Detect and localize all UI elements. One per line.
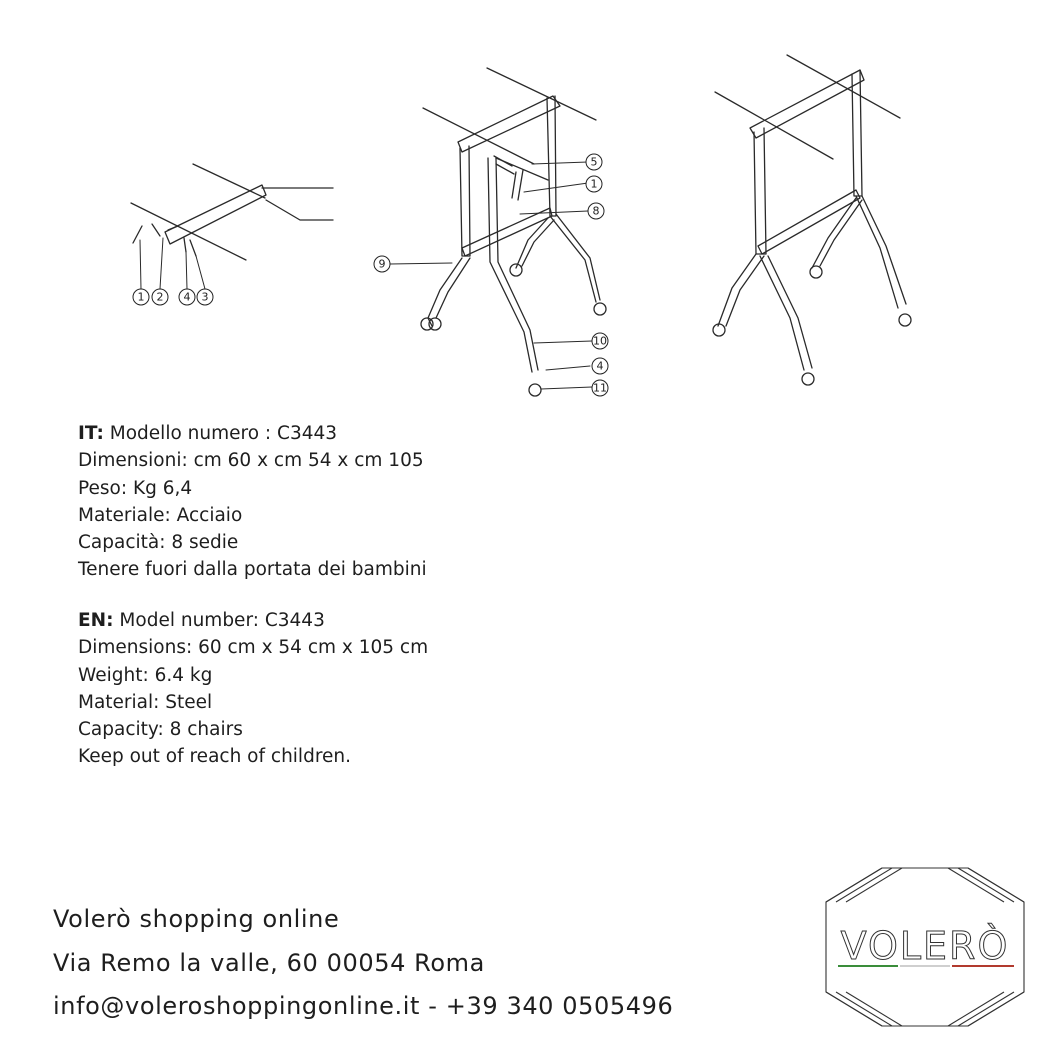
spec-it-material: Materiale: Acciaio [78,504,243,526]
volero-logo [822,862,1028,1032]
part-label-2: 2 [156,290,164,304]
step-1-leaders [140,238,205,289]
part-label-11: 11 [593,381,607,395]
spec-en-model-text: Model number: C3443 [119,610,325,631]
spec-it-capacity: Capacità: 8 sedie [78,532,239,554]
spec-en-material: Material: Steel [78,691,213,713]
part-label-9: 9 [378,257,386,271]
company-address: Via Remo la valle, 60 00054 Roma [53,948,485,977]
company-email-phone: info@voleroshoppingonline.it - +39 340 0505496 [53,992,674,1020]
part-label-3: 3 [201,290,209,304]
spec-en-lang-label: EN: [78,610,114,631]
specs-english [78,607,428,771]
spec-en-model [78,607,428,634]
step-2-frame [421,68,606,396]
spec-it-warning: Tenere fuori dalla portata dei bambini [78,559,427,581]
assembly-diagram [0,0,1060,410]
company-name: Volerò shopping online [53,905,340,933]
specs-italian [78,420,427,584]
spec-en-dimensions: Dimensions: 60 cm x 54 cm x 105 cm [78,637,429,659]
part-label-1: 1 [137,290,145,304]
part-label-4b: 4 [596,359,604,373]
part-label-4: 4 [183,290,191,304]
part-label-10: 10 [593,334,607,348]
step-3-assembled-frame [713,55,911,385]
part-label-1b: 1 [590,177,598,191]
step-2-leaders [390,162,592,389]
spec-en-capacity: Capacity: 8 chairs [78,719,243,741]
spec-it-lang-label: IT: [78,423,104,444]
logo-text: VOLERÒ [840,924,1010,968]
spec-it-dimensions: Dimensioni: cm 60 x cm 54 x cm 105 [78,450,424,472]
spec-it-weight: Peso: Kg 6,4 [78,477,193,499]
spec-it-model-text: Modello numero : C3443 [109,423,338,444]
part-label-5: 5 [590,155,598,169]
contact-block [53,898,673,1029]
spec-en-warning: Keep out of reach of children. [78,746,352,768]
spec-it-model [78,420,427,447]
step-1-crossbar [131,164,333,260]
spec-en-weight: Weight: 6.4 kg [78,664,213,686]
part-label-8: 8 [592,204,600,218]
